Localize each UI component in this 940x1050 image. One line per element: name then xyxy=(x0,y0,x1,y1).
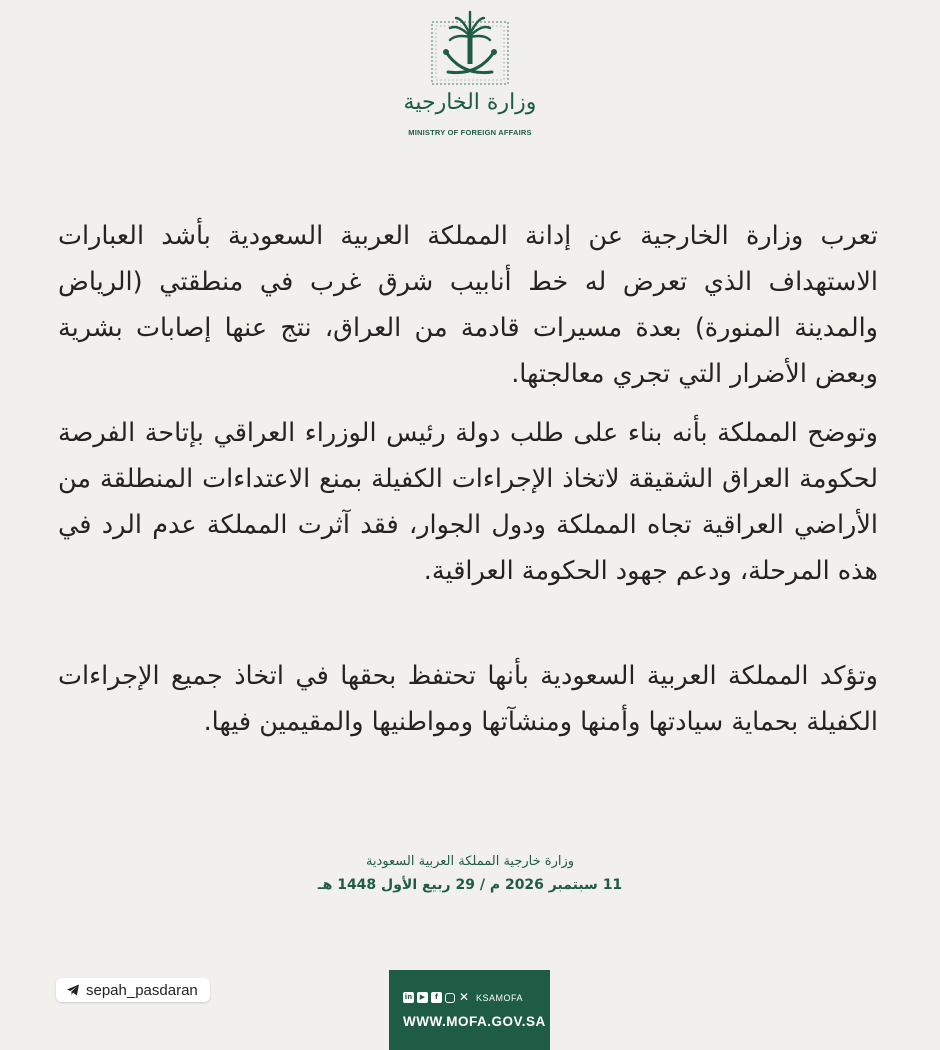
ministry-name-arabic: وزارة الخارجية xyxy=(403,90,537,115)
statement-paragraph-3: وتؤكد المملكة العربية السعودية بأنها تحتفظ بحقها في اتخاذ جميع الإجراءات الكفيلة بحماية سيادتها وأمنها ومنشآتها ومواطنيها والمقيمين فيها. xyxy=(58,661,878,737)
social-links xyxy=(403,992,523,1003)
ministry-logo xyxy=(400,6,540,136)
website-link[interactable]: WWW.MOFA.GOV.SA xyxy=(403,1014,546,1029)
signature-organization: وزارة خارجية المملكة العربية السعودية xyxy=(365,854,575,869)
x-icon[interactable]: ✕ xyxy=(458,990,470,1004)
telegram-icon xyxy=(66,983,80,997)
youtube-icon[interactable]: ▶ xyxy=(417,992,428,1003)
signature-date: 11 سبتمبر 2026 م / 29 ربيع الأول 1448 هـ xyxy=(317,877,623,893)
statement-paragraph-2: وتوضح المملكة بأنه بناء على طلب دولة رئيس الوزراء العراقي بإتاحة الفرصة لحكومة العراق الشقيقة لاتخاذ الإجراءات الكفيلة بمنع الاعتداءات المنطلقة من الأراضي العراقية تجاه المملكة ودول الجوار، فقد آثرت المملكة عدم الرد في هذه المرحلة، ودعم جهود الحكومة العراقية. xyxy=(58,418,878,586)
linkedin-icon[interactable]: in xyxy=(404,993,413,1001)
channel-watermark xyxy=(56,978,210,1002)
channel-name: sepah_pasdaran xyxy=(86,981,198,999)
statement-paragraph-1: تعرب وزارة الخارجية عن إدانة المملكة العربية السعودية بأشد العبارات الاستهداف الذي تعرض له خط أنابيب شرق غرب في منطقتي (الرياض والمدينة المنورة) بعدة مسيرات قادمة من العراق، نتج عنها إصابات بشرية وبعض الأضرار التي تجري معالجتها. xyxy=(58,221,878,389)
ministry-name-english: MINISTRY OF FOREIGN AFFAIRS xyxy=(408,128,532,137)
palm-and-crossed-swords-emblem xyxy=(400,6,540,92)
social-handle: KSAMOFA xyxy=(476,992,524,1003)
facebook-icon[interactable]: f xyxy=(431,992,442,1003)
instagram-icon[interactable] xyxy=(445,993,455,1003)
footer-bar xyxy=(389,970,550,1050)
